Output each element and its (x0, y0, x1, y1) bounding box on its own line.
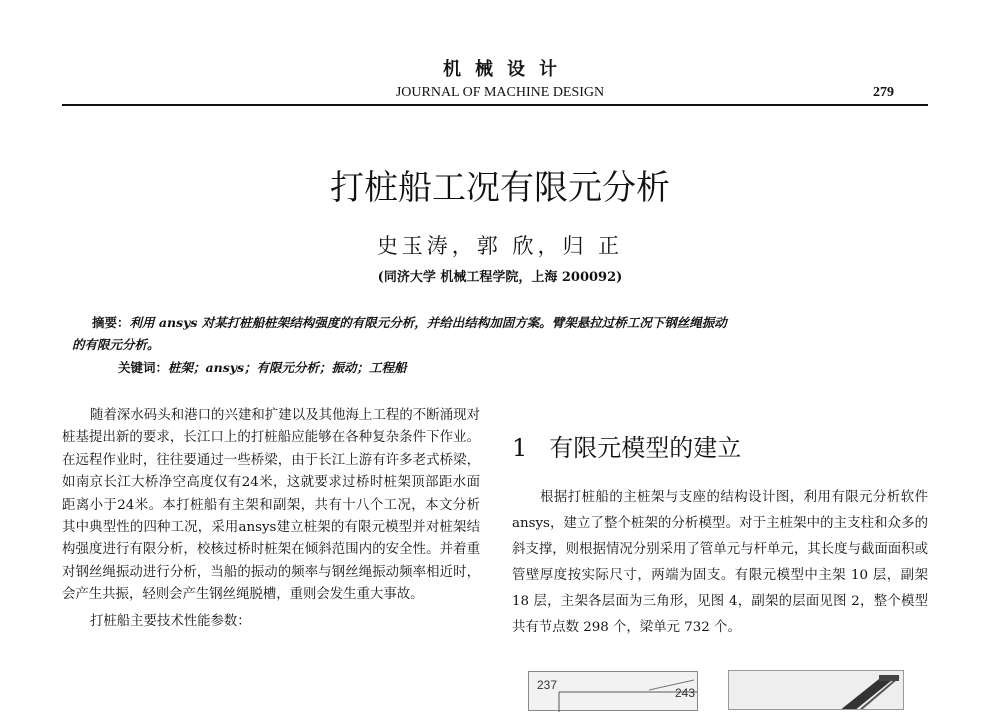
abstract-text-line1: 利用 ansys 对某打桩船桩架结构强度的有限元分析，并给出结构加固方案。臂架悬拉过桥工况下钢丝绳振动 (129, 315, 727, 330)
affiliation: (同济大学 机械工程学院，上海 200092) (377, 270, 623, 285)
keywords-text: 桩架；ansys；有限元分析；振动；工程船 (168, 360, 407, 375)
section-number: 1 (512, 434, 528, 462)
figure-model-left (528, 671, 698, 711)
keywords-label: 关键词： (118, 360, 169, 375)
keywords (118, 358, 407, 376)
abstract-text-line2: 的有限元分析。 (72, 337, 160, 352)
abstract-label: 摘要： (92, 315, 130, 330)
paper-title: 打桩船工况有限元分析 (330, 168, 670, 208)
figure-node-label-a: 237 (537, 678, 558, 692)
section-heading (512, 428, 741, 463)
figure-mesh-shape (729, 671, 904, 710)
journal-name-cn: 机械设计 (443, 59, 571, 80)
header-rule (62, 104, 928, 106)
page-number: 279 (873, 85, 894, 100)
authors: 史玉涛，郭 欣，归 正 (376, 234, 624, 258)
abstract (72, 312, 932, 356)
figure-node-label-b: 243 (675, 686, 696, 700)
intro-paragraph: 随着深水码头和港口的兴建和扩建以及其他海上工程的不断涌现对桩基提出新的要求，长江口上的打桩船应能够在各种复杂条件下作业。在远程作业时，往往要通过一些桥梁，由于长江上游有许多老式桥梁，如南京长江大桥净空高度仅有24米，这就要求过桥时桩架顶部距水面距离小于24米。本打桩船有主架和副架，共有十八个工况，本文分析其中典型性的四种工况，采用ansys建立桩架的有限元模型并对桩架结构强度进行有限分析，校核过桥时桩架在倾斜范围内的安全性。并着重对钢丝绳振动进行分析，当船的振动的频率与钢丝绳振动频率相近时，会产生共振，轻则会产生钢丝绳脱槽，重则会发生重大事故。 (62, 408, 480, 603)
section-body (512, 485, 928, 641)
section-paragraph: 根据打桩船的主桩架与支座的结构设计图，利用有限元分析软件 ansys，建立了整个桩架的分析模型。对于主桩架中的主支柱和众多的斜支撑，则根据情况分别采用了管单元与杆单元，其长度与截面面积或管壁厚度按实际尺寸，两端为固支。有限元模型中主架 10 层，副架 18 层，主架各层面为三角形，见图 4，副架的层面见图 2，整个模型共有节点数 298 个，梁单元 732 个。 (512, 490, 928, 635)
intro-column (62, 405, 480, 633)
section-title: 有限元模型的建立 (549, 434, 742, 462)
figure-model-right (728, 670, 904, 710)
journal-name-en: JOURNAL OF MACHINE DESIGN (395, 85, 605, 100)
intro-subheading: 打桩船主要技术性能参数： (90, 613, 251, 629)
